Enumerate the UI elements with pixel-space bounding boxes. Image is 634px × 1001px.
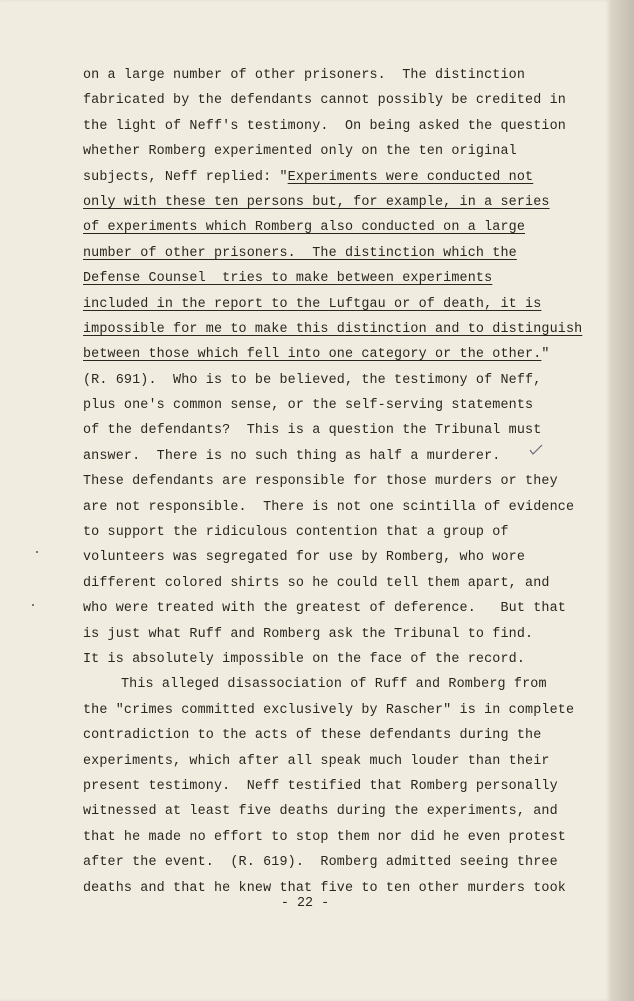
text-segment: answer. There is no such thing as half a murderer. [83, 448, 501, 464]
text-segment: the light of Neff's testimony. On being asked the question [83, 118, 566, 134]
text-line [83, 698, 575, 723]
underlined-text: Experiments were conducted not [287, 169, 534, 185]
text-line [83, 596, 566, 621]
text-line [83, 88, 566, 113]
text-line [83, 545, 553, 570]
text-line [83, 190, 553, 215]
text-segment: on a large number of other prisoners. The distinction [83, 68, 526, 83]
text-line [83, 165, 553, 190]
text-segment: volunteers was segregated for use by Romberg, who wore [83, 550, 526, 566]
check-mark-icon [528, 443, 544, 457]
text-segment: present testimony. Neff testified that Romberg personally [83, 778, 558, 794]
text-line [83, 799, 558, 824]
text-line [83, 672, 553, 697]
text-segment: These defendants are responsible for those murders or they [83, 474, 558, 490]
text-line [83, 342, 553, 367]
underlined-text: impossible for me to make this distinction and to distinguish [83, 321, 583, 337]
page-edge [610, 0, 634, 1001]
underlined-text: only with these ten persons but, for example, in a series [83, 194, 550, 210]
underlined-text: of experiments which Romberg also conducted on a large [83, 220, 526, 236]
text-line [83, 825, 566, 850]
text-line [83, 444, 553, 469]
text-segment: of the defendants? This is a question the Tribunal must [83, 423, 542, 439]
text-segment: This alleged disassociation of Ruff and Romberg from [121, 677, 547, 693]
text-line [83, 723, 553, 748]
underlined-text: between those which fell into one category or the other. [83, 347, 542, 363]
text-segment: It is absolutely impossible on the face of the record. [83, 651, 526, 667]
text-line [83, 850, 558, 875]
text-line [83, 368, 553, 393]
text-segment: deaths and that he knew that five to ten other murders took [83, 880, 566, 896]
text-segment: different colored shirts so he could tell them apart, and [83, 575, 550, 591]
text-line [83, 241, 553, 266]
text-line [83, 571, 553, 596]
text-line [83, 469, 558, 494]
text-line [83, 774, 558, 799]
text-line [83, 418, 553, 443]
text-segment: witnessed at least five deaths during the experiments, and [83, 804, 558, 820]
document-body [83, 63, 583, 901]
text-line [83, 622, 553, 647]
text-segment: the "crimes committed exclusively by Rascher" is in complete [83, 702, 575, 718]
text-segment: are not responsible. There is not one scintilla of evidence [83, 499, 575, 515]
text-segment: (R. 691). Who is to be believed, the testimony of Neff, [83, 372, 542, 388]
text-line [83, 63, 553, 88]
underlined-text: Defense Counsel tries to make between experiments [83, 271, 493, 287]
text-line [83, 266, 553, 291]
text-line [83, 292, 553, 317]
text-segment: fabricated by the defendants cannot possibly be credited in [83, 93, 566, 109]
text-line [83, 114, 566, 139]
text-line [83, 393, 553, 418]
text-segment: " [541, 347, 550, 363]
text-line [83, 520, 553, 545]
paper-speck [32, 604, 34, 606]
text-line [83, 215, 553, 240]
text-segment: is just what Ruff and Romberg ask the Tribunal to find. [83, 626, 534, 642]
text-segment: who were treated with the greatest of deference. But that [83, 601, 566, 617]
text-line [83, 317, 583, 342]
text-segment: after the event. (R. 619). Romberg admitted seeing three [83, 855, 558, 871]
text-segment: to support the ridiculous contention that a group of [83, 525, 509, 541]
text-segment: subjects, Neff replied: " [83, 169, 288, 185]
text-line [83, 749, 553, 774]
text-segment: plus one's common sense, or the self-serving statements [83, 398, 534, 414]
underlined-text: included in the report to the Luftgau or of death, it is [83, 296, 542, 312]
text-line [83, 139, 553, 164]
text-line [83, 647, 553, 672]
text-segment: contradiction to the acts of these defendants during the [83, 728, 542, 744]
underlined-text: number of other prisoners. The distinction which the [83, 245, 517, 261]
text-segment: that he made no effort to stop them nor did he even protest [83, 829, 566, 845]
text-line [83, 495, 575, 520]
text-segment: whether Romberg experimented only on the ten original [83, 144, 517, 160]
page-number: - 22 - [280, 896, 330, 911]
text-segment: experiments, which after all speak much louder than their [83, 753, 550, 769]
paper-speck [36, 551, 38, 553]
